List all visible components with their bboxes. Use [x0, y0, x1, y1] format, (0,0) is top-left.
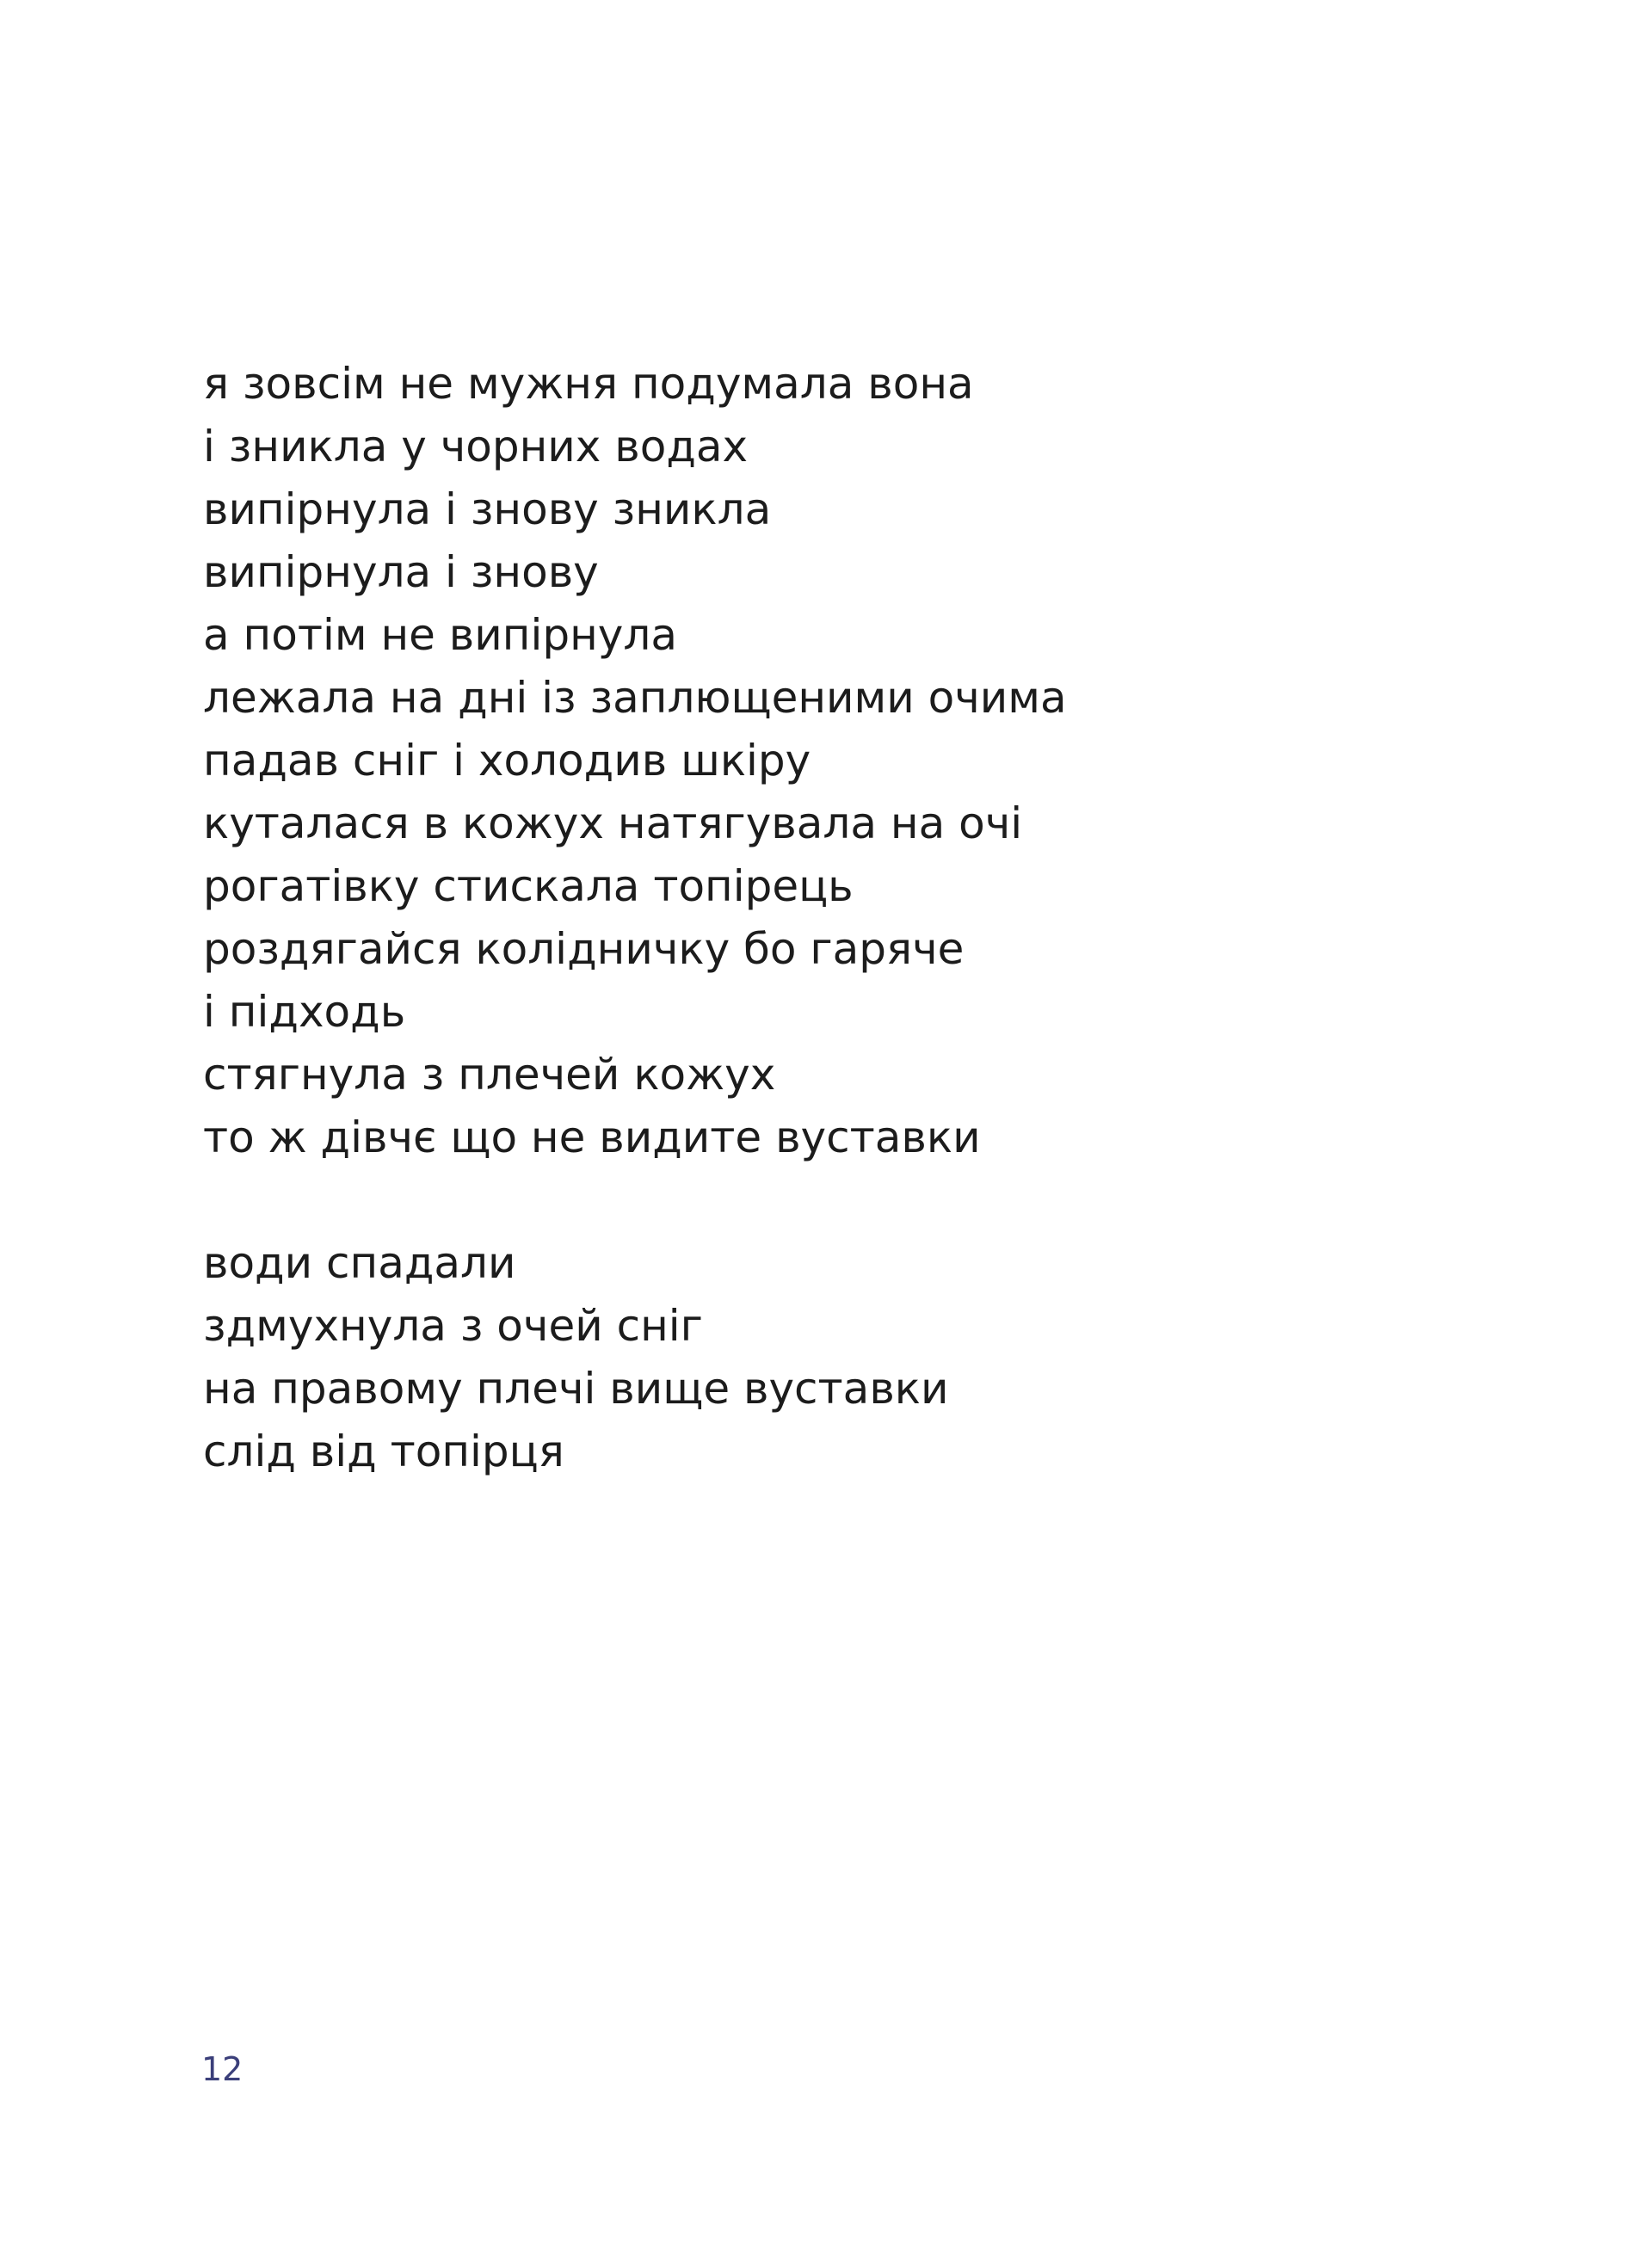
poem-line: здмухнула з очей сніг	[203, 1301, 703, 1351]
poem-line: я зовсім не мужня подумала вона	[203, 359, 974, 409]
poem-line: рогатівку стискала топірець	[203, 861, 854, 911]
poem-line: слід від топірця	[203, 1427, 564, 1476]
stanza-1	[203, 353, 1494, 1169]
page-number: 12	[201, 2050, 243, 2088]
poem-line: випірнула і знову	[203, 547, 599, 597]
poem-line: роздягайся колідничку бо гаряче	[203, 924, 965, 974]
poem-line: і зникла у чорних водах	[203, 422, 749, 471]
stanza-2	[203, 1232, 1494, 1483]
poem-line: а потім не випірнула	[203, 610, 677, 660]
poem-body	[203, 353, 1494, 1483]
poem-line: випірнула і знову зникла	[203, 484, 772, 534]
poem-line: куталася в кожух натягувала на очі	[203, 798, 1023, 848]
poem-line: падав сніг і холодив шкіру	[203, 736, 811, 786]
poem-line: води спадали	[203, 1238, 516, 1288]
poem-line: то ж дівчє що не видите вуставки	[203, 1112, 981, 1162]
poem-line: і підходь	[203, 987, 406, 1037]
poem-line: лежала на дні із заплющеними очима	[203, 673, 1067, 723]
poem-line: стягнула з плечей кожух	[203, 1050, 776, 1100]
poem-line: на правому плечі вище вуставки	[203, 1364, 949, 1414]
